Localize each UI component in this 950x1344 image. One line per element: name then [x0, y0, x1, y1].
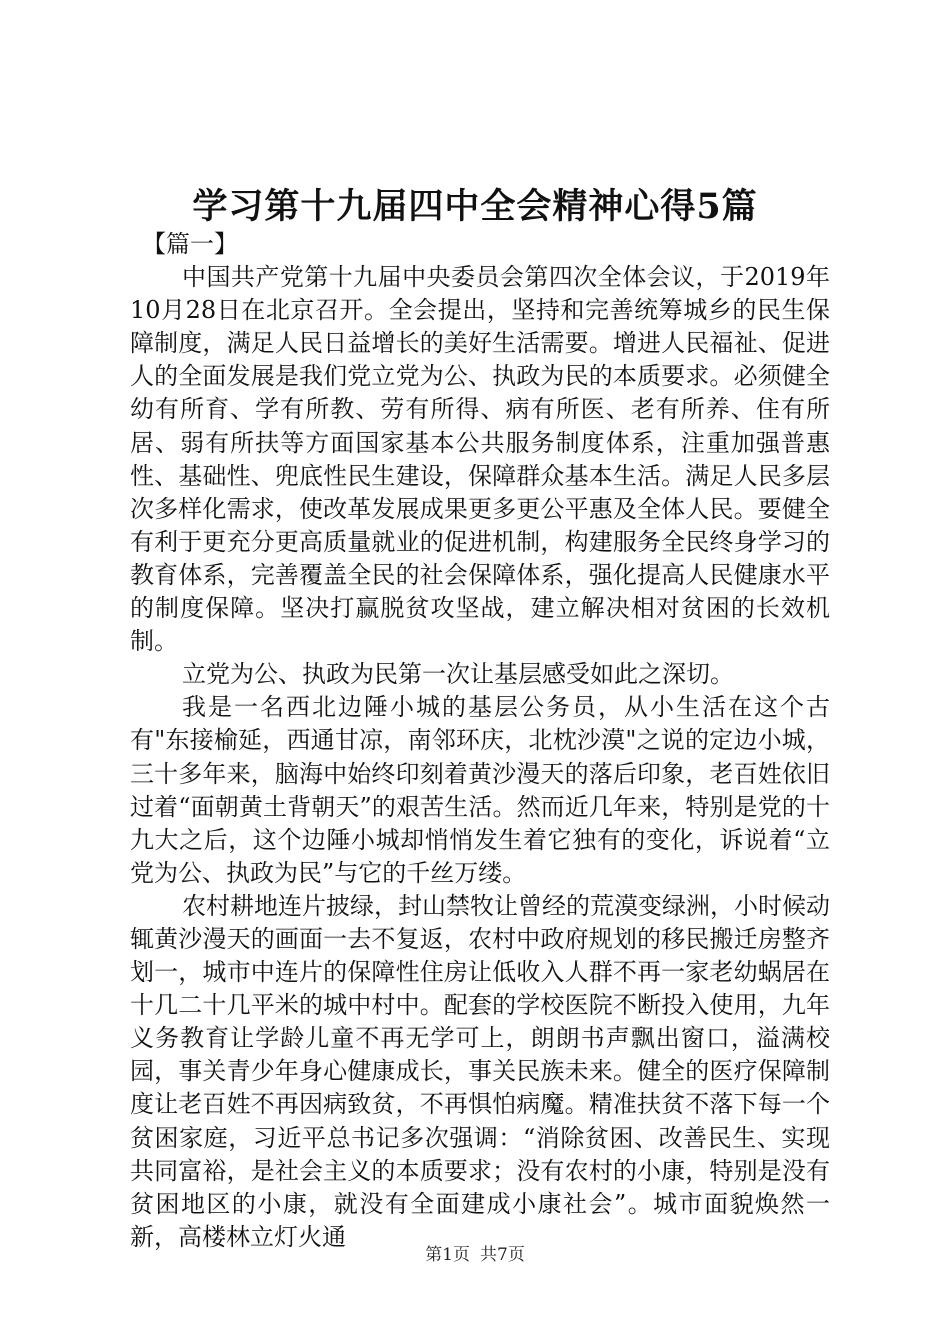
- paragraph: 立党为公、执政为民第一次让基层感受如此之深切。: [182, 660, 734, 689]
- page-number: 第1页: [425, 1245, 470, 1265]
- page-title: 学习第十九届四中全会精神心得5篇: [192, 186, 758, 227]
- paragraph: 我是一名西北边陲小城的基层公务员，从小生活在这个古有"东接榆延，西通甘凉，南邻环庆，北枕沙漠"之说的定边小城，三十多年来，脑海中始终印刻着黄沙漫天的落后印象，老百姓依旧过着“面朝黄土背朝天”的艰苦生活。然而近几年来，特别是党的十九大之后，这个边陲小城却悄悄发生着它独有的变化，诉说着“立党为公、执政为民”与它的千丝万缕。: [130, 693, 830, 887]
- paragraph: 农村耕地连片披绿，封山禁牧让曾经的荒漠变绿洲，小时候动辄黄沙漫天的画面一去不复返，农村中政府规划的移民搬迁房整齐划一，城市中连片的保障性住房让低收入人群不再一家老幼蜗居在十几二十几平米的城中村中。配套的学校医院不断投入使用，九年义务教育让学龄儿童不再无学可上，朗朗书声飘出窗口，溢满校园，事关青少年身心健康成长，事关民族未来。健全的医疗保障制度让老百姓不再因病致贫，不再惧怕病魔。精准扶贫不落下每一个贫困家庭，习近平总书记多次强调：“消除贫困、改善民生、实现共同富裕，是社会主义的本质要求；没有农村的小康，特别是没有贫困地区的小康，就没有全面建成小康社会”。城市面貌焕然一新，高楼林立灯火通: [130, 891, 830, 1251]
- paragraph: 中国共产党第十九届中央委员会第四次全体会议，于2019年10月28日在北京召开。全会提出，坚持和完善统筹城乡的民生保障制度，满足人民日益增长的美好生活需要。增进人民福祉、促进人的全面发展是我们党立党为公、执政为民的本质要求。必须健全幼有所育、学有所教、劳有所得、病有所医、老有所养、住有所居、弱有所扶等方面国家基本公共服务制度体系，注重加强普惠性、基础性、兜底性民生建设，保障群众基本生活。满足人民多层次多样化需求，使改革发展成果更多更公平惠及全体人民。要健全有利于更充分更高质量就业的促进机制，构建服务全民终身学习的教育体系，完善覆盖全民的社会保障体系，强化提高人民健康水平的制度保障。坚决打赢脱贫攻坚战，建立解决相对贫困的长效机制。: [130, 263, 830, 656]
- page-total: 共7页: [480, 1245, 525, 1265]
- document-body: [130, 228, 830, 1254]
- section-label: 【篇一】: [142, 230, 238, 258]
- page-footer: [0, 1243, 950, 1267]
